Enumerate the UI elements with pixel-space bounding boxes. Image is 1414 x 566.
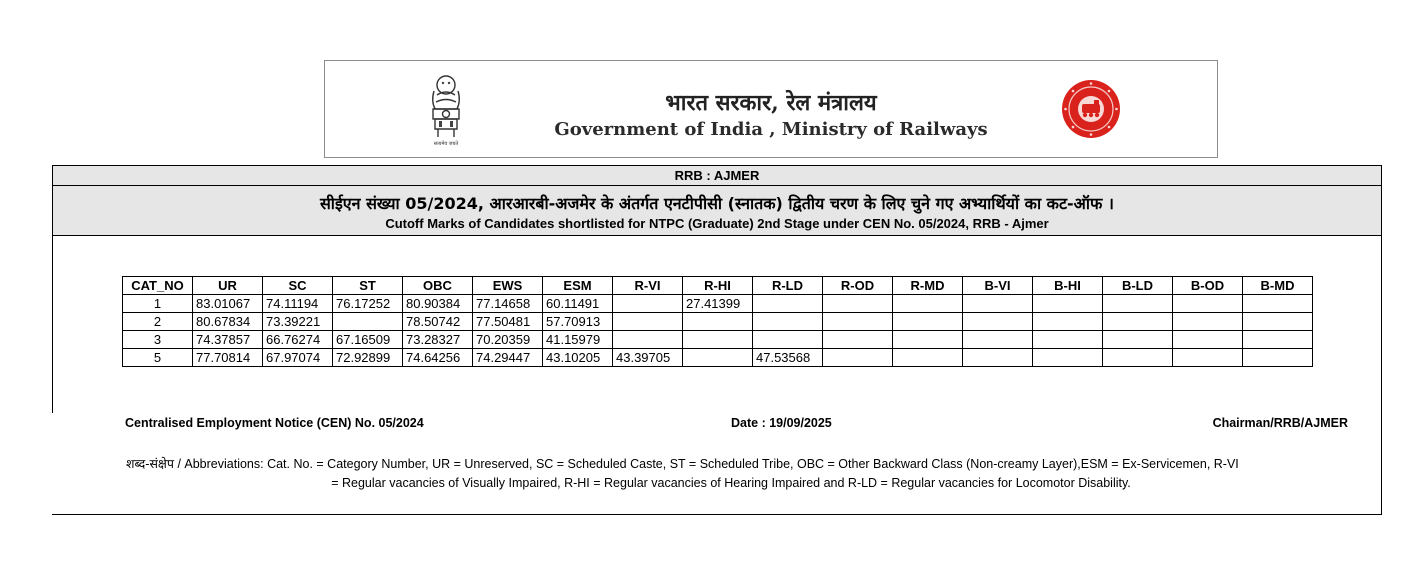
table-cell	[893, 349, 963, 367]
table-cell: 80.67834	[193, 313, 263, 331]
table-cell	[753, 331, 823, 349]
table-cell: 43.10205	[543, 349, 613, 367]
table-cell	[893, 295, 963, 313]
table-cell	[823, 295, 893, 313]
table-cell: 66.76274	[263, 331, 333, 349]
table-cell	[1103, 313, 1173, 331]
table-cell: 57.70913	[543, 313, 613, 331]
table-cell	[963, 331, 1033, 349]
description-english: Cutoff Marks of Candidates shortlisted for NTPC (Graduate) 2nd Stage under CEN No. 05/2024, RRB - Ajmer	[385, 216, 1049, 231]
table-cell	[333, 313, 403, 331]
column-header: R-HI	[683, 277, 753, 295]
table-cell	[1173, 349, 1243, 367]
table-cell	[1103, 295, 1173, 313]
table-cell	[1033, 331, 1103, 349]
table-cell	[1243, 349, 1313, 367]
frame-bottom-border	[52, 514, 1382, 515]
table-cell: 74.11194	[263, 295, 333, 313]
table-row	[123, 331, 1313, 349]
table-cell: 73.28327	[403, 331, 473, 349]
column-header: B-LD	[1103, 277, 1173, 295]
table-cell: 80.90384	[403, 295, 473, 313]
indian-railways-logo-icon	[1061, 79, 1121, 139]
table-cell	[1103, 331, 1173, 349]
table-cell	[1243, 295, 1313, 313]
table-cell	[823, 349, 893, 367]
column-header: B-VI	[963, 277, 1033, 295]
column-header: B-MD	[1243, 277, 1313, 295]
table-cell	[613, 313, 683, 331]
table-cell	[753, 313, 823, 331]
frame-right-border	[1381, 165, 1382, 515]
table-row	[123, 295, 1313, 313]
table-cell	[613, 295, 683, 313]
table-cell: 43.39705	[613, 349, 683, 367]
column-header: B-OD	[1173, 277, 1243, 295]
table-body	[123, 295, 1313, 367]
signatory: Chairman/RRB/AJMER	[1212, 416, 1348, 430]
column-header: UR	[193, 277, 263, 295]
table-cell	[1173, 295, 1243, 313]
table-cell: 2	[123, 313, 193, 331]
table-cell	[1243, 313, 1313, 331]
table-cell	[1173, 313, 1243, 331]
abbreviations-line-2: = Regular vacancies of Visually Impaired, R-HI = Regular vacancies of Hearing Impaired and R-LD = Regular vacancies for Locomotor Disability.	[331, 476, 1131, 490]
table-cell: 67.16509	[333, 331, 403, 349]
column-header: B-HI	[1033, 277, 1103, 295]
table-cell: 27.41399	[683, 295, 753, 313]
emblem-caption: सत्यमेव जयते	[433, 141, 459, 147]
table-row	[123, 313, 1313, 331]
table-cell: 47.53568	[753, 349, 823, 367]
table-cell: 41.15979	[543, 331, 613, 349]
notice-description	[53, 186, 1381, 236]
notice-date: Date : 19/09/2025	[731, 416, 832, 430]
table-cell	[1243, 331, 1313, 349]
column-header: SC	[263, 277, 333, 295]
table-cell	[1033, 349, 1103, 367]
column-header: R-MD	[893, 277, 963, 295]
table-cell: 74.64256	[403, 349, 473, 367]
column-header: ST	[333, 277, 403, 295]
column-header: EWS	[473, 277, 543, 295]
header-banner	[324, 60, 1218, 158]
table-cell: 72.92899	[333, 349, 403, 367]
table-cell: 5	[123, 349, 193, 367]
table-cell	[683, 331, 753, 349]
table-header-row	[123, 277, 1313, 295]
column-header: OBC	[403, 277, 473, 295]
column-header: R-OD	[823, 277, 893, 295]
table-cell	[963, 349, 1033, 367]
abbreviations-line-1: शब्द-संक्षेप / Abbreviations: Cat. No. = Category Number, UR = Unreserved, SC = Scheduled Caste, ST = Scheduled Tribe, OBC = Other Backward Class (Non-creamy Layer),ESM = Ex-Servicemen, R-VI	[126, 457, 1239, 471]
table-cell	[1103, 349, 1173, 367]
table-cell: 77.70814	[193, 349, 263, 367]
table-cell: 60.11491	[543, 295, 613, 313]
table-cell	[1173, 331, 1243, 349]
table-cell	[1033, 295, 1103, 313]
table-cell: 74.37857	[193, 331, 263, 349]
table-cell	[683, 349, 753, 367]
table-cell: 83.01067	[193, 295, 263, 313]
table-cell: 78.50742	[403, 313, 473, 331]
table-cell	[893, 313, 963, 331]
table-cell	[823, 331, 893, 349]
table-cell: 77.50481	[473, 313, 543, 331]
table-cell	[823, 313, 893, 331]
table-cell: 1	[123, 295, 193, 313]
table-cell: 3	[123, 331, 193, 349]
table-cell	[753, 295, 823, 313]
cutoff-table	[122, 276, 1313, 367]
table-cell: 73.39221	[263, 313, 333, 331]
table-cell	[613, 331, 683, 349]
table-cell: 76.17252	[333, 295, 403, 313]
table-cell	[1033, 313, 1103, 331]
table-cell	[683, 313, 753, 331]
table-cell: 74.29447	[473, 349, 543, 367]
rrb-heading: RRB : AJMER	[53, 166, 1381, 186]
column-header: ESM	[543, 277, 613, 295]
table-cell	[893, 331, 963, 349]
table-cell: 67.97074	[263, 349, 333, 367]
table-cell	[963, 295, 1033, 313]
table-cell	[963, 313, 1033, 331]
table-cell: 77.14658	[473, 295, 543, 313]
table-row	[123, 349, 1313, 367]
column-header: R-VI	[613, 277, 683, 295]
table-cell: 70.20359	[473, 331, 543, 349]
description-hindi: सीईएन संख्या 05/2024, आरआरबी-अजमेर के अंतर्गत एनटीपीसी (स्नातक) द्वितीय चरण के लिए चुने गए अभ्यार्थियों का कट-ऑफ ।	[319, 194, 1114, 213]
banner-title-english: Government of India , Ministry of Railways	[554, 119, 988, 140]
abbreviations	[126, 455, 1336, 493]
column-header: R-LD	[753, 277, 823, 295]
cen-number: Centralised Employment Notice (CEN) No. 05/2024	[125, 416, 424, 430]
banner-title-hindi: भारत सरकार, रेल मंत्रालय	[665, 90, 877, 116]
column-header: CAT_NO	[123, 277, 193, 295]
